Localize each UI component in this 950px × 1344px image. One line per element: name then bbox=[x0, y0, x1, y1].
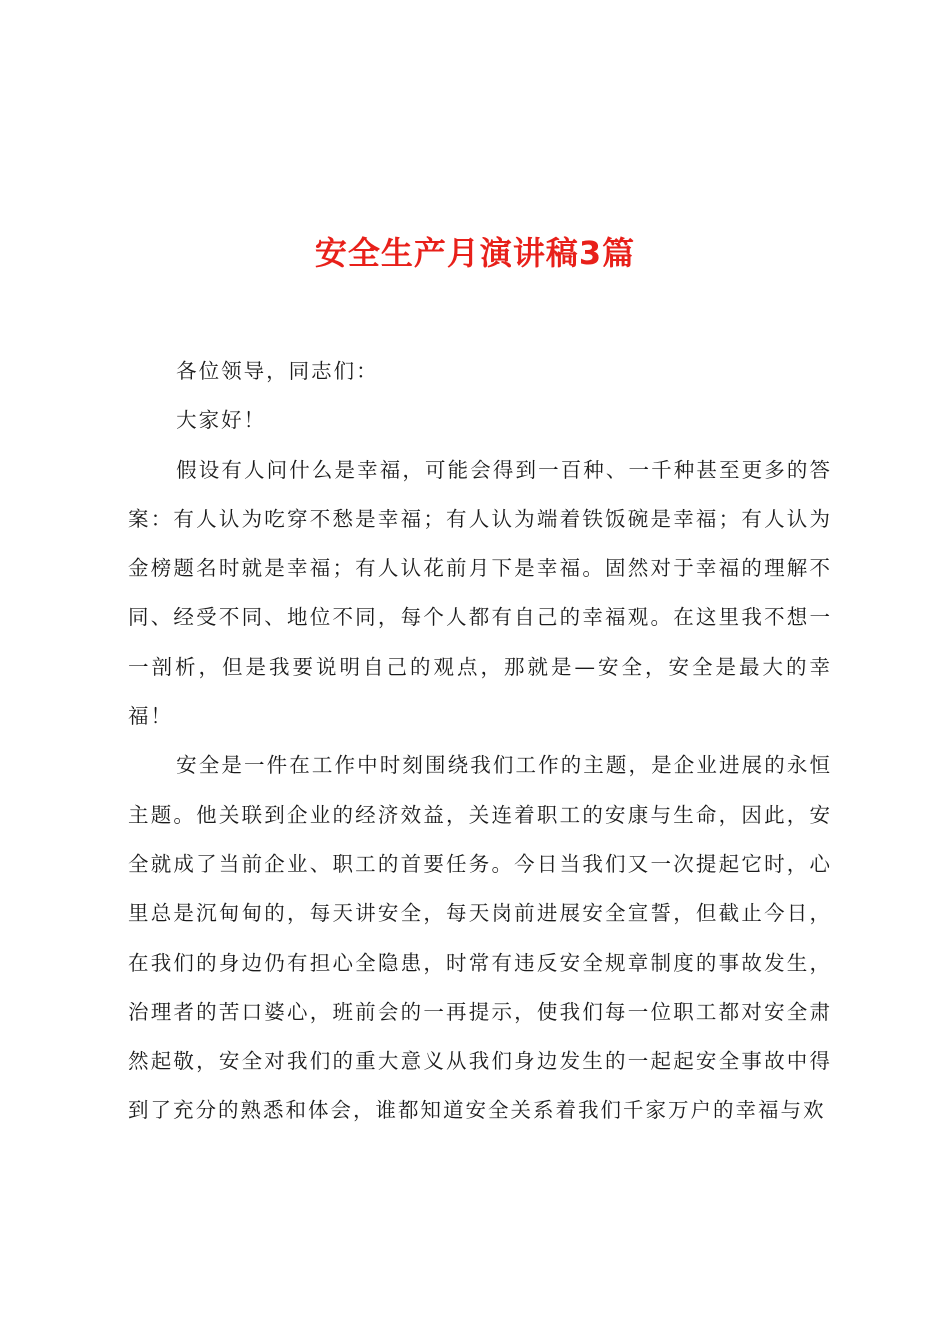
document-title: 安全生产月演讲稿3篇 bbox=[314, 234, 636, 273]
body-paragraph-2: 安全是一件在工作中时刻围绕我们工作的主题，是企业进展的永恒主题。他关联到企业的经济效益，关连着职工的安康与生命，因此，安全就成了当前企业、职工的首要任务。今日当我们又一次提起它时，心里总是沉甸甸的，每天讲安全，每天岗前进展安全宣誓，但截止今日，在我们的身边仍有担心全隐患，时常有违反安全规章制度的事故发生，治理者的苦口婆心，班前会的一再提示，使我们每一位职工都对安全肃然起敬，安全对我们的重大意义从我们身边发生的一起起安全事故中得到了充分的熟悉和体会，谁都知道安全关系着我们千家万户的幸福与欢 bbox=[128, 753, 832, 1123]
salutation-paragraph: 各位领导，同志们： bbox=[176, 359, 379, 383]
greeting-paragraph: 大家好！ bbox=[176, 408, 267, 433]
body-paragraph-1: 假设有人问什么是幸福，可能会得到一百种、一千种甚至更多的答案：有人认为吃穿不愁是幸福；有人认为端着铁饭碗是幸福；有人认为金榜题名时就是幸福；有人认花前月下是幸福。固然对于幸福的理解不同、经受不同、地位不同，每个人都有自己的幸福观。在这里我不想一一剖析，但是我要说明自己的观点，那就是—安全，安全是最大的幸福！ bbox=[128, 457, 832, 729]
document-body bbox=[128, 347, 832, 1136]
